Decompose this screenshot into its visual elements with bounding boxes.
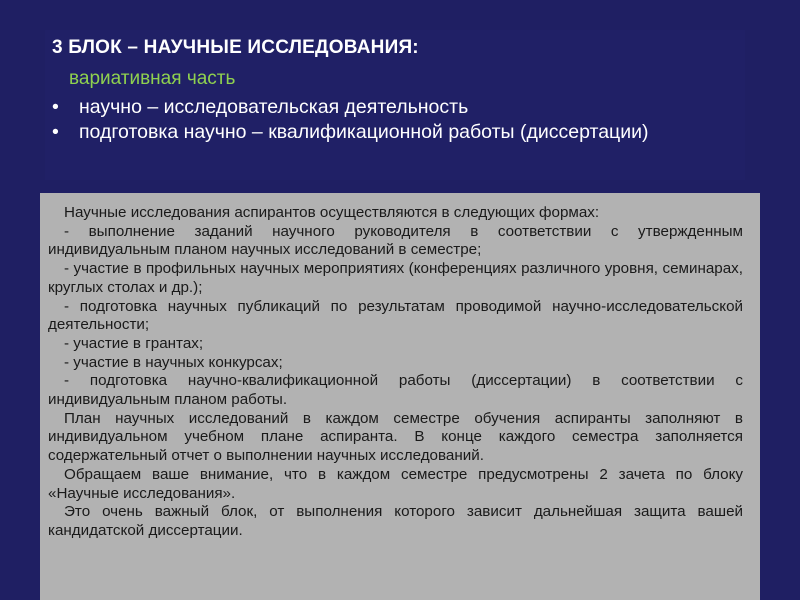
paragraph: - участие в грантах; [64,334,204,352]
slide-title: 3 БЛОК – НАУЧНЫЕ ИССЛЕДОВАНИЯ: [52,37,419,58]
bullet-icon: • [52,96,59,118]
bullet-item [52,120,752,144]
bullet-icon: • [52,121,59,143]
paragraph: Научные исследования аспирантов осуществляются в следующих формах: [64,204,600,221]
bullet-text: подготовка научно – квалификационной работы (диссертации) [79,121,649,143]
slide-subtitle: вариативная часть [69,68,236,89]
paragraph: - подготовка научно-квалификационной работы (диссертации) в соответствии с индивидуальным планом работы. [48,372,743,409]
body-text [48,204,743,541]
paragraph: План научных исследований в каждом семестре обучения аспиранты заполняют в индивидуальном учебном плане аспиранта. В конце каждого семестра заполняется содержательный отчет о выполнении научных исследований. [48,409,743,465]
paragraph: - выполнение заданий научного руководителя в соответствии с утвержденным индивидуальным планом научных исследований в семестре; [48,222,743,259]
bullet-item [52,95,752,119]
bullet-list [52,95,752,145]
paragraph: - подготовка научных публикаций по результатам проводимой научно-исследовательской деятельности; [48,297,743,334]
paragraph: Это очень важный блок, от выполнения которого зависит дальнейшая защита вашей кандидатской диссертации. [48,503,743,539]
bullet-text: научно – исследовательская деятельность [79,96,469,118]
paragraph: - участие в научных конкурсах; [64,353,283,371]
paragraph: - участие в профильных научных мероприятиях (конференциях различного уровня, семинарах, круглых столах и др.); [48,260,743,296]
paragraph: Обращаем ваше внимание, что в каждом семестре предусмотрены 2 зачета по блоку «Научные исследования». [48,465,743,502]
